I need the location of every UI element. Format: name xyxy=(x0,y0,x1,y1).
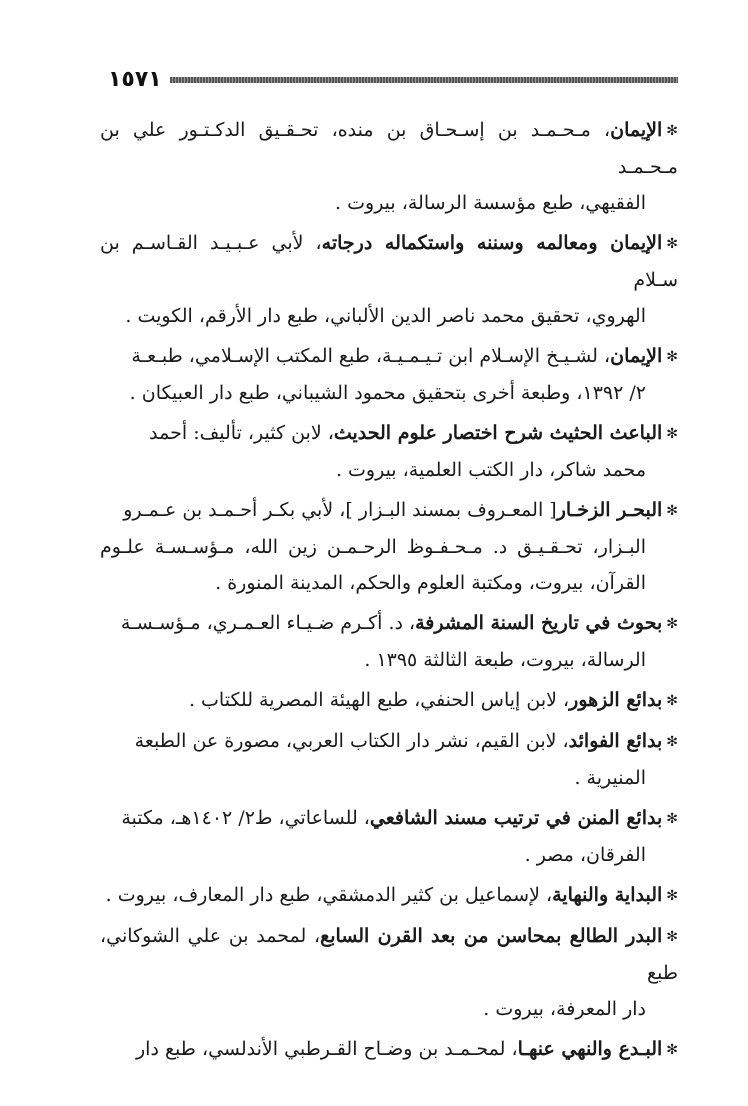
entry-title: البدر الطالع بمحاسن من بعد القرن السابع xyxy=(320,925,663,947)
entry-title: البـدع والنهي عنهـا xyxy=(517,1038,663,1060)
bibliography-list xyxy=(100,112,678,1060)
bibliography-entry xyxy=(100,605,678,678)
asterisk-icon: ✻ xyxy=(666,616,678,632)
entry-text: ، لابن كثير، تأليف: أحمد xyxy=(149,422,334,444)
bibliography-entry xyxy=(100,338,678,411)
bibliography-entry xyxy=(100,1031,678,1068)
asterisk-icon: ✻ xyxy=(666,349,678,365)
entry-title: البحـر الزخـار xyxy=(556,499,663,521)
asterisk-icon: ✻ xyxy=(666,426,678,442)
bibliography-entry xyxy=(100,682,678,719)
entry-text: ، للساعاتي، ط٢/ ١٤٠٢هـ، مكتبة xyxy=(121,807,370,829)
entry-title: بحوث في تاريخ السنة المشرفة xyxy=(415,612,663,634)
entry-text: ، لمحـمـد بن وضـاح القـرطبي الأندلسي، طبع دار xyxy=(135,1038,518,1060)
entry-continuation: البـزار، تحـقـيـق د. مـحـفـوظ الرحـمـن زين الله، مـؤسـسـة علـوم القرآن، بيروت، ومكتبة العلوم والحكم، المدينة المنورة . xyxy=(100,536,646,594)
entry-text: ، مـحـمـد بن إسـحـاق بن منده، تحـقـيق الدكـتـور علي بن مـحـمـد xyxy=(100,119,678,178)
entry-continuation: الهروي، تحقيق محمد ناصر الدين الألباني، طبع دار الأرقم، الكويت . xyxy=(125,305,646,327)
entry-text: ، لأبي عـبـيـد القـاسـم بن سـلام xyxy=(100,232,678,291)
asterisk-icon: ✻ xyxy=(666,929,678,945)
asterisk-icon: ✻ xyxy=(666,693,678,709)
asterisk-icon: ✻ xyxy=(666,811,678,827)
bibliography-entry xyxy=(100,415,678,488)
entry-text: [ المعـروف بمسند البـزار ]، لأبي بكـر أحـمـد بن عـمـرو xyxy=(123,499,557,521)
page-number: ١٥٧١ xyxy=(108,67,162,92)
asterisk-icon: ✻ xyxy=(666,123,678,139)
entry-title: بدائع الفوائد xyxy=(568,730,663,752)
entry-continuation: المنيرية . xyxy=(574,767,646,789)
entry-continuation: الرسالة، بيروت، طبعة الثالثة ١٣٩٥ . xyxy=(364,649,646,671)
entry-title: البداية والنهاية xyxy=(552,884,663,906)
entry-text: ، لمحمد بن علي الشوكاني، طبع xyxy=(100,925,678,984)
asterisk-icon: ✻ xyxy=(666,734,678,750)
entry-text: ، لابن إياس الحنفي، طبع الهيئة المصرية للكتاب . xyxy=(188,689,570,711)
bibliography-entry xyxy=(100,225,678,334)
entry-continuation: ٢/ ١٣٩٢، وطبعة أخرى بتحقيق محمود الشيباني، طبع دار العبيكان . xyxy=(129,382,646,404)
entry-text: ، لشـيـخ الإسـلام ابن تـيـمـيـة، طبع المكتب الإسـلامي، طبـعـة xyxy=(131,345,611,367)
bibliography-entry xyxy=(100,877,678,914)
entry-title: الإيمان xyxy=(610,119,663,141)
entry-continuation: محمد شاكر، دار الكتب العلمية، بيروت . xyxy=(335,459,646,481)
entry-title: بدائع الزهور xyxy=(569,689,663,711)
bibliography-entry xyxy=(100,918,678,1027)
entry-title: الإيمان ومعالمه وسننه واستكماله درجاته xyxy=(321,232,663,254)
bibliography-entry xyxy=(100,800,678,873)
entry-continuation: دار المعرفة، بيروت . xyxy=(483,998,646,1020)
entry-text: ، د. أكـرم ضـيـاء العـمـري، مـؤسـسـة xyxy=(120,612,416,634)
bibliography-entry xyxy=(100,492,678,601)
asterisk-icon: ✻ xyxy=(666,888,678,904)
entry-title: الإيمان xyxy=(610,345,663,367)
asterisk-icon: ✻ xyxy=(666,1042,678,1058)
bibliography-entry xyxy=(100,723,678,796)
asterisk-icon: ✻ xyxy=(666,236,678,252)
entry-title: بدائع المنن في ترتيب مسند الشافعي xyxy=(369,807,663,829)
entry-text: ، لابن القيم، نشر دار الكتاب العربي، مصورة عن الطبعة xyxy=(134,730,569,752)
entry-continuation: الفقيهي، طبع مؤسسة الرسالة، بيروت . xyxy=(335,192,646,214)
page-header xyxy=(108,64,678,96)
bibliography-entry xyxy=(100,112,678,221)
asterisk-icon: ✻ xyxy=(666,503,678,519)
entry-title: الباعث الحثيث شرح اختصار علوم الحديث xyxy=(333,422,663,444)
entry-text: ، لإسماعيل بن كثير الدمشقي، طبع دار المعارف، بيروت . xyxy=(105,884,553,906)
entry-continuation: الفرقان، مصر . xyxy=(524,844,646,866)
header-rule xyxy=(170,77,678,83)
